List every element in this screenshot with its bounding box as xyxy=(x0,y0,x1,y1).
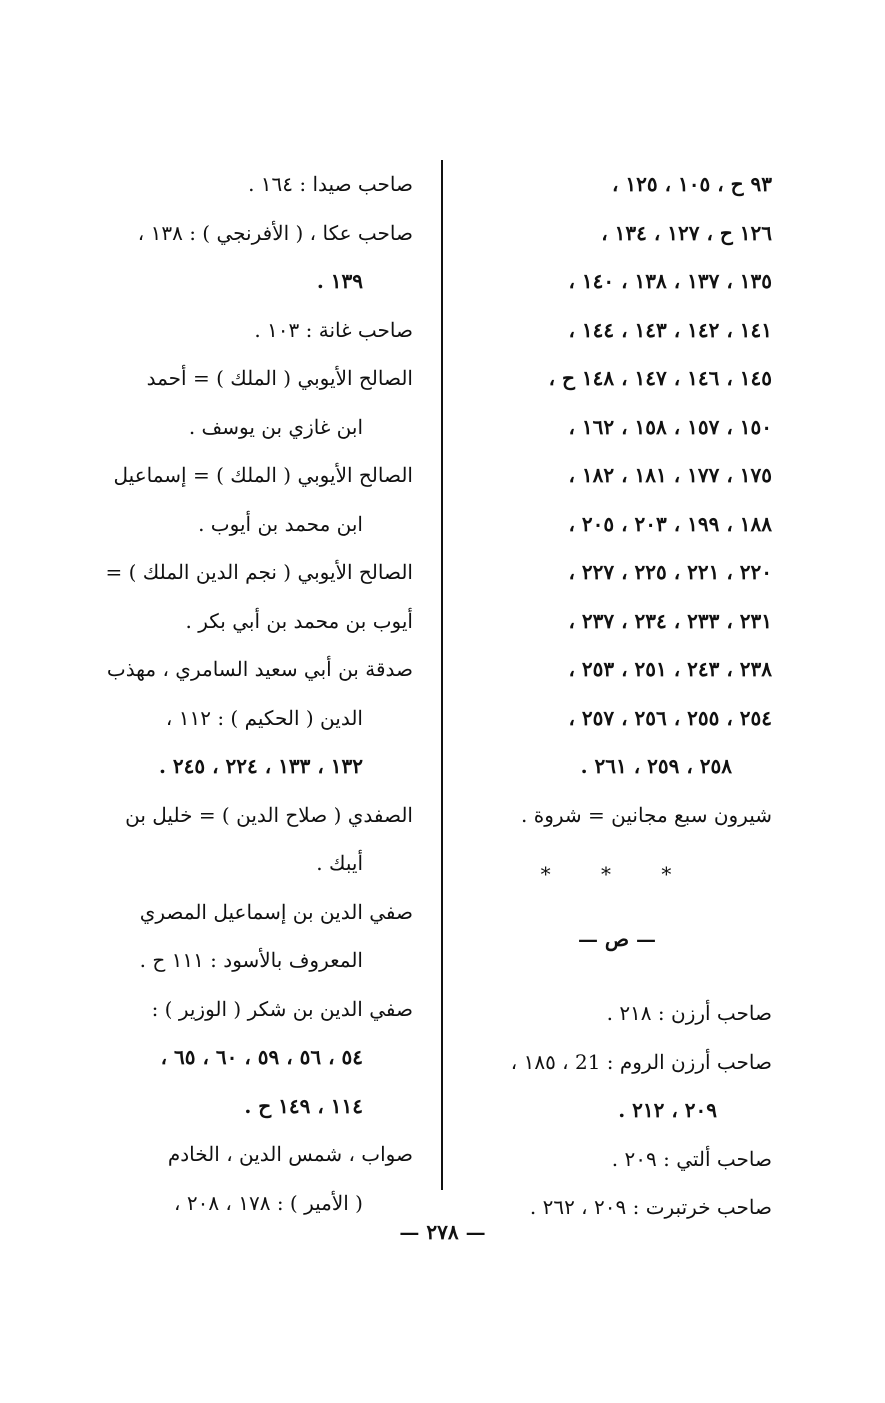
index-line: ١١٤ ، ١٤٩ ح . xyxy=(244,1093,363,1118)
index-line: ١٤٥ ، ١٤٦ ، ١٤٧ ، ١٤٨ ح ، xyxy=(548,366,772,390)
index-line: ٢٠٩ ، ٢١٢ . xyxy=(618,1098,717,1122)
index-line: ١٣٥ ، ١٣٧ ، ١٣٨ ، ١٤٠ ، xyxy=(568,269,772,293)
index-entry: صفي الدين بن إسماعيل المصري xyxy=(139,899,413,924)
index-line: ١٨٨ ، ١٩٩ ، ٢٠٣ ، ٢٠٥ ، xyxy=(568,511,772,536)
index-entry: صواب ، شمس الدين ، الخادم xyxy=(167,1142,413,1166)
index-line: ٢٥٤ ، ٢٥٥ ، ٢٥٦ ، ٢٥٧ ، xyxy=(568,705,772,730)
page-number: — ٢٧٨ — xyxy=(399,1220,486,1244)
index-line: ٢٣١ ، ٢٣٣ ، ٢٣٤ ، ٢٣٧ ، xyxy=(568,608,772,633)
index-line: ١٥٠ ، ١٥٧ ، ١٥٨ ، ١٦٢ ، xyxy=(568,414,772,439)
index-entry: الصفدي ( صلاح الدين ) = خليل بن xyxy=(125,802,413,827)
index-line: ١٣٩ . xyxy=(316,269,363,293)
star-separator: * * * xyxy=(540,862,694,886)
left-column xyxy=(105,160,413,1227)
column-divider xyxy=(441,160,443,1190)
index-entry: الصالح الأيوبي ( نجم الدين الملك ) = xyxy=(105,560,413,584)
index-entry: صاحب خرتبرت : ٢٠٩ ، ٢٦٢ . xyxy=(529,1195,772,1219)
index-entry: صاحب ألتي : ٢٠٩ . xyxy=(611,1146,772,1171)
index-line: ٩٣ ح ، ١٠٥ ، ١٢٥ ، xyxy=(611,172,772,196)
index-line: ( الأمير ) : ١٧٨ ، ٢٠٨ ، xyxy=(174,1190,363,1215)
index-entry: صاحب عكا ، ( الأفرنجي ) : ١٣٨ ، xyxy=(137,220,413,245)
index-entry: أيوب بن محمد بن أبي بكر . xyxy=(185,608,413,633)
index-entry: صاحب غانة : ١٠٣ . xyxy=(254,317,413,342)
index-entry: صدقة بن أبي سعيد السامري ، مهذب xyxy=(106,657,413,681)
right-column xyxy=(462,160,772,1232)
section-heading: — ص — xyxy=(577,927,657,951)
index-entry: صفي الدين بن شكر ( الوزير ) : xyxy=(151,996,413,1021)
index-entry: الصالح الأيوبي ( الملك ) = أحمد xyxy=(146,366,413,390)
index-line: ١٢٦ ح ، ١٢٧ ، ١٣٤ ، xyxy=(601,220,772,245)
index-line: المعروف بالأسود : ١١١ ح . xyxy=(139,948,363,972)
index-entry: صاحب صيدا : ١٦٤ . xyxy=(248,172,413,196)
index-entry: صاحب أرزن : ٢١٨ . xyxy=(606,1001,772,1025)
index-entry: الصالح الأيوبي ( الملك ) = إسماعيل xyxy=(113,463,413,487)
index-line: ١٤١ ، ١٤٢ ، ١٤٣ ، ١٤٤ ، xyxy=(568,317,772,342)
index-line: ١٣٢ ، ١٣٣ ، ٢٢٤ ، ٢٤٥ . xyxy=(158,754,363,778)
index-line: ١٧٥ ، ١٧٧ ، ١٨١ ، ١٨٢ ، xyxy=(568,463,772,487)
index-line: ٢٢٠ ، ٢٢١ ، ٢٢٥ ، ٢٢٧ ، xyxy=(568,560,772,584)
index-line: ٢٣٨ ، ٢٤٣ ، ٢٥١ ، ٢٥٣ ، xyxy=(568,657,772,681)
index-line: ابن محمد بن أيوب . xyxy=(198,511,363,536)
index-line: ٢٥٨ ، ٢٥٩ ، ٢٦١ . xyxy=(580,754,732,778)
index-line: ابن غازي بن يوسف . xyxy=(188,414,363,439)
index-entry: صاحب أرزن الروم : 21 ، ١٨٥ ، xyxy=(510,1049,772,1074)
index-line: أيبك . xyxy=(316,851,363,875)
index-entry: شيرون سبع مجانين = شروة . xyxy=(521,802,772,827)
index-line: الدين ( الحكيم ) : ١١٢ ، xyxy=(165,705,363,730)
index-line: ٥٤ ، ٥٦ ، ٥٩ ، ٦٠ ، ٦٥ ، xyxy=(160,1045,363,1069)
